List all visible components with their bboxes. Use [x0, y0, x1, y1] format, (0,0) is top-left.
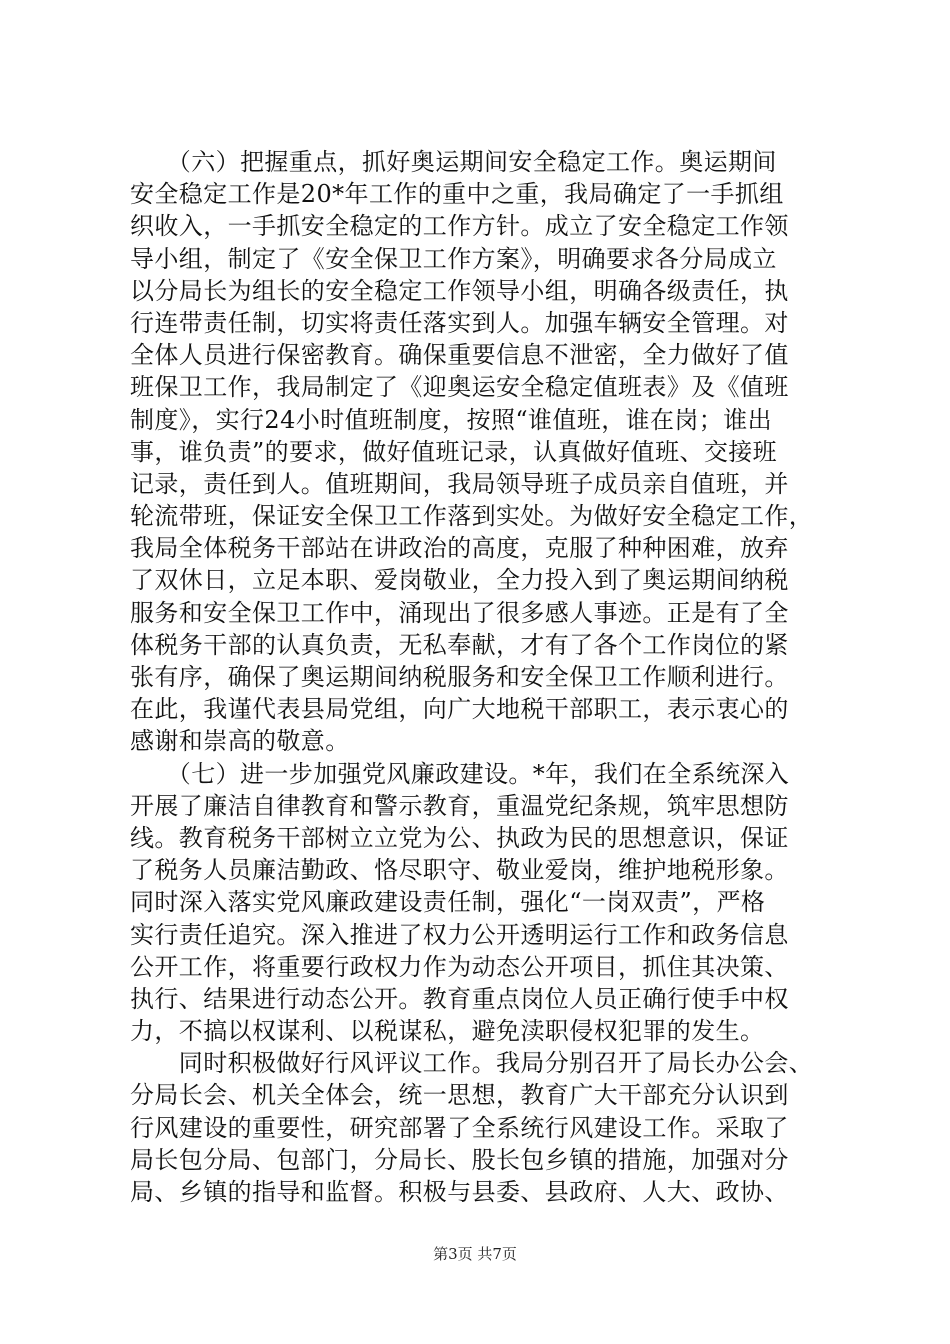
- text-line: 全体人员进行保密教育。确保重要信息不泄密，全力做好了值: [130, 341, 789, 370]
- text-line: 实行责任追究。深入推进了权力公开透明运行工作和政务信息: [130, 920, 789, 949]
- text-line: 轮流带班，保证安全保卫工作落到实处。为做好安全稳定工作，: [130, 502, 814, 531]
- text-line: 以分局长为组长的安全稳定工作领导小组，明确各级责任，执: [130, 276, 789, 305]
- text-line: 执行、结果进行动态公开。教育重点岗位人员正确行使手中权: [130, 984, 789, 1013]
- text-line: 行连带责任制，切实将责任落实到人。加强车辆安全管理。对: [130, 308, 789, 337]
- text-line: 记录，责任到人。值班期间，我局领导班子成员亲自值班，并: [130, 469, 789, 498]
- text-line: 在此，我谨代表县局党组，向广大地税干部职工，表示衷心的: [130, 695, 789, 724]
- text-line: 感谢和崇高的敬意。: [130, 727, 350, 756]
- text-line: 开展了廉洁自律教育和警示教育，重温党纪条规，筑牢思想防: [130, 791, 789, 820]
- text-line: 服务和安全保卫工作中，涌现出了很多感人事迹。正是有了全: [130, 598, 789, 627]
- text-line: 力，不搞以权谋利、以税谋私，避免渎职侵权犯罪的发生。: [130, 1017, 765, 1046]
- text-line: 班保卫工作，我局制定了《迎奥运安全稳定值班表》及《值班: [130, 373, 789, 402]
- text-line: （六）把握重点，抓好奥运期间安全稳定工作。奥运期间: [130, 148, 777, 176]
- text-line: 我局全体税务干部站在讲政治的高度，克服了种种困难，放弃: [130, 534, 789, 563]
- page-number-footer: 第3页 共7页: [433, 1245, 517, 1263]
- text-line: 了税务人员廉洁勤政、恪尽职守、敬业爱岗，维护地税形象。: [130, 856, 789, 885]
- text-line: 局、乡镇的指导和监督。积极与县委、县政府、人大、政协、: [130, 1178, 789, 1206]
- text-line: 同时积极做好行风评议工作。我局分别召开了局长办公会、: [130, 1049, 814, 1078]
- text-line: 同时深入落实党风廉政建设责任制，强化“一岗双责”，严格: [130, 888, 766, 917]
- text-line: 织收入，一手抓安全稳定的工作方针。成立了安全稳定工作领: [130, 212, 789, 241]
- text-line: 局长包分局、包部门，分局长、股长包乡镇的措施，加强对分: [130, 1145, 789, 1174]
- text-line: 公开工作，将重要行政权力作为动态公开项目，抓住其决策、: [130, 952, 789, 981]
- body-text: [130, 146, 820, 1208]
- text-line: 张有序，确保了奥运期间纳税服务和安全保卫工作顺利进行。: [130, 663, 789, 691]
- text-line: 制度》，实行24小时值班制度，按照“谁值班，谁在岗；谁出: [130, 405, 773, 434]
- text-line: 事，谁负责”的要求，做好值班记录，认真做好值班、交接班: [130, 437, 778, 466]
- text-line: 线。教育税务干部树立立党为公、执政为民的思想意识，保证: [130, 823, 789, 852]
- text-line: 导小组，制定了《安全保卫工作方案》，明确要求各分局成立: [130, 244, 777, 273]
- text-line: （七）进一步加强党风廉政建设。*年，我们在全系统深入: [130, 759, 790, 788]
- text-line: 分局长会、机关全体会，统一思想，教育广大干部充分认识到: [130, 1081, 789, 1110]
- text-line: 了双休日，立足本职、爱岗敬业，全力投入到了奥运期间纳税: [130, 566, 789, 595]
- text-line: 安全稳定工作是20*年工作的重中之重，我局确定了一手抓组: [130, 180, 784, 209]
- text-line: 行风建设的重要性，研究部署了全系统行风建设工作。采取了: [130, 1113, 789, 1142]
- text-line: 体税务干部的认真负责，无私奉献，才有了各个工作岗位的紧: [130, 630, 789, 659]
